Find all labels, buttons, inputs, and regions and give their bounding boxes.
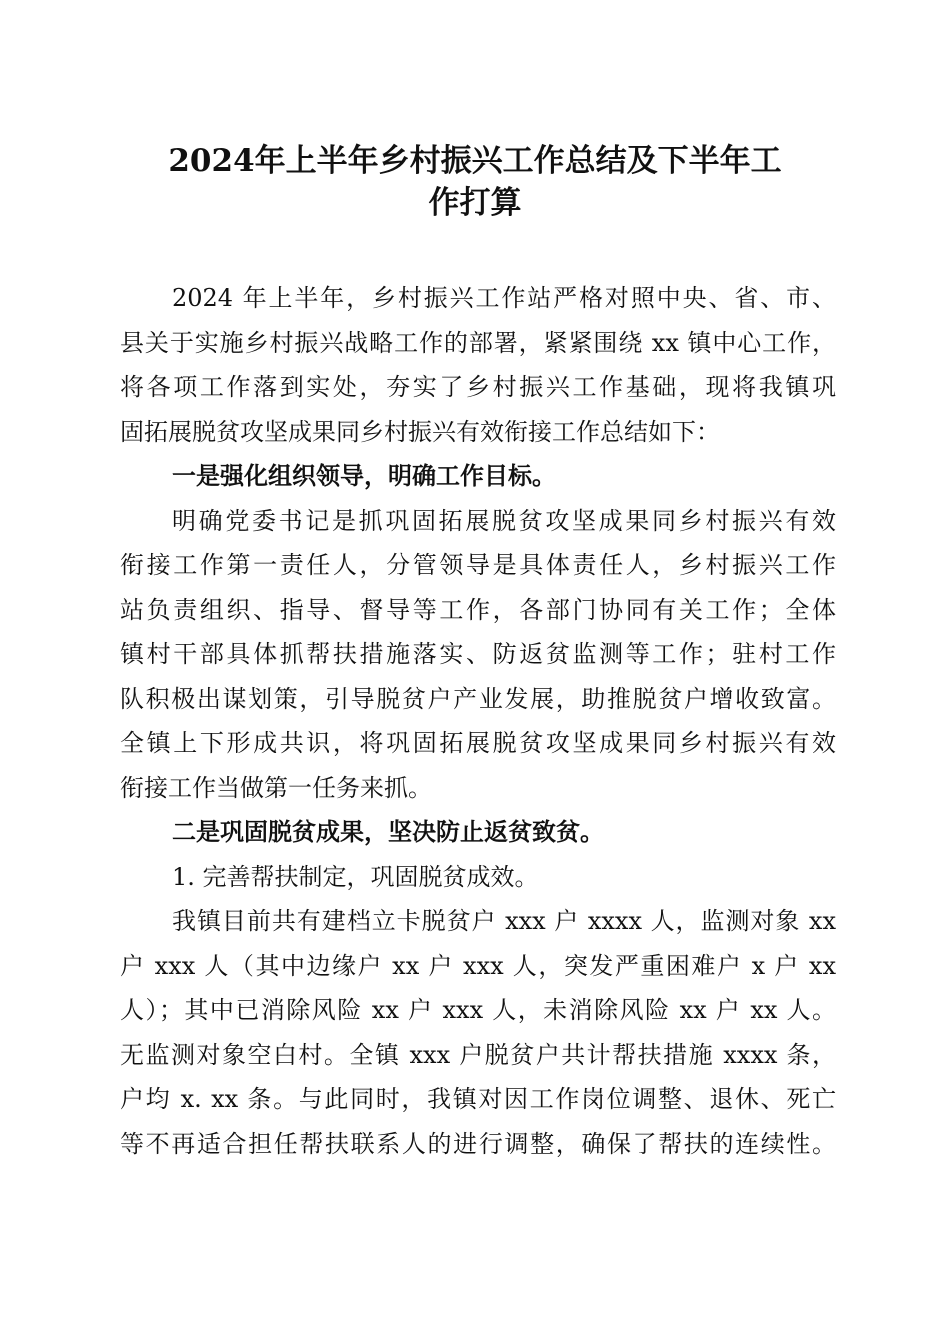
intro-paragraph-line: 县关于实施乡村振兴战略工作的部署，紧紧围绕 xx 镇中心工作， bbox=[120, 328, 836, 357]
document-body bbox=[120, 276, 836, 1166]
document-title bbox=[100, 140, 850, 224]
section-heading-2: 二是巩固脱贫成果，坚决防止返贫致贫。 bbox=[172, 817, 604, 846]
paragraph-line: 明确党委书记是抓巩固拓展脱贫攻坚成果同乡村振兴有效 bbox=[172, 506, 836, 535]
title-line-2: 作打算 bbox=[428, 185, 522, 221]
paragraph-line: 人）；其中已消除风险 xx 户 xxx 人，未消除风险 xx 户 xx 人。 bbox=[120, 996, 836, 1024]
paragraph-line: 站负责组织、指导、督导等工作，各部门协同有关工作；全体 bbox=[120, 595, 836, 624]
intro-paragraph-line: 固拓展脱贫攻坚成果同乡村振兴有效衔接工作总结如下： bbox=[120, 417, 720, 446]
section-heading-1: 一是强化组织领导，明确工作目标。 bbox=[172, 461, 556, 490]
paragraph-line: 队积极出谋划策，引导脱贫户产业发展，助推脱贫户增收致富。 bbox=[120, 684, 836, 713]
paragraph-line: 户均 x. xx 条。与此同时，我镇对因工作岗位调整、退休、死亡 bbox=[120, 1085, 836, 1113]
subsection-heading: 1. 完善帮扶制定，巩固脱贫成效。 bbox=[172, 862, 539, 891]
paragraph-line: 户 xxx 人（其中边缘户 xx 户 xxx 人，突发严重困难户 x 户 xx bbox=[120, 951, 836, 980]
paragraph-line: 衔接工作当做第一任务来抓。 bbox=[120, 773, 432, 802]
paragraph-line: 我镇目前共有建档立卡脱贫户 xxx 户 xxxx 人，监测对象 xx bbox=[172, 907, 836, 935]
intro-paragraph-line: 将各项工作落到实处，夯实了乡村振兴工作基础，现将我镇巩 bbox=[120, 373, 836, 401]
intro-paragraph-line: 2024 年上半年，乡村振兴工作站严格对照中央、省、市、 bbox=[172, 284, 836, 312]
title-line-1: 2024年上半年乡村振兴工作总结及下半年工 bbox=[168, 143, 782, 179]
paragraph-line: 无监测对象空白村。全镇 xxx 户脱贫户共计帮扶措施 xxxx 条， bbox=[120, 1040, 836, 1069]
paragraph-line: 等不再适合担任帮扶联系人的进行调整，确保了帮扶的连续性。 bbox=[120, 1129, 836, 1158]
paragraph-line: 衔接工作第一责任人，分管领导是具体责任人，乡村振兴工作 bbox=[120, 551, 836, 579]
paragraph-line: 镇村干部具体抓帮扶措施落实、防返贫监测等工作；驻村工作 bbox=[120, 640, 836, 668]
paragraph-line: 全镇上下形成共识，将巩固拓展脱贫攻坚成果同乡村振兴有效 bbox=[120, 729, 836, 757]
